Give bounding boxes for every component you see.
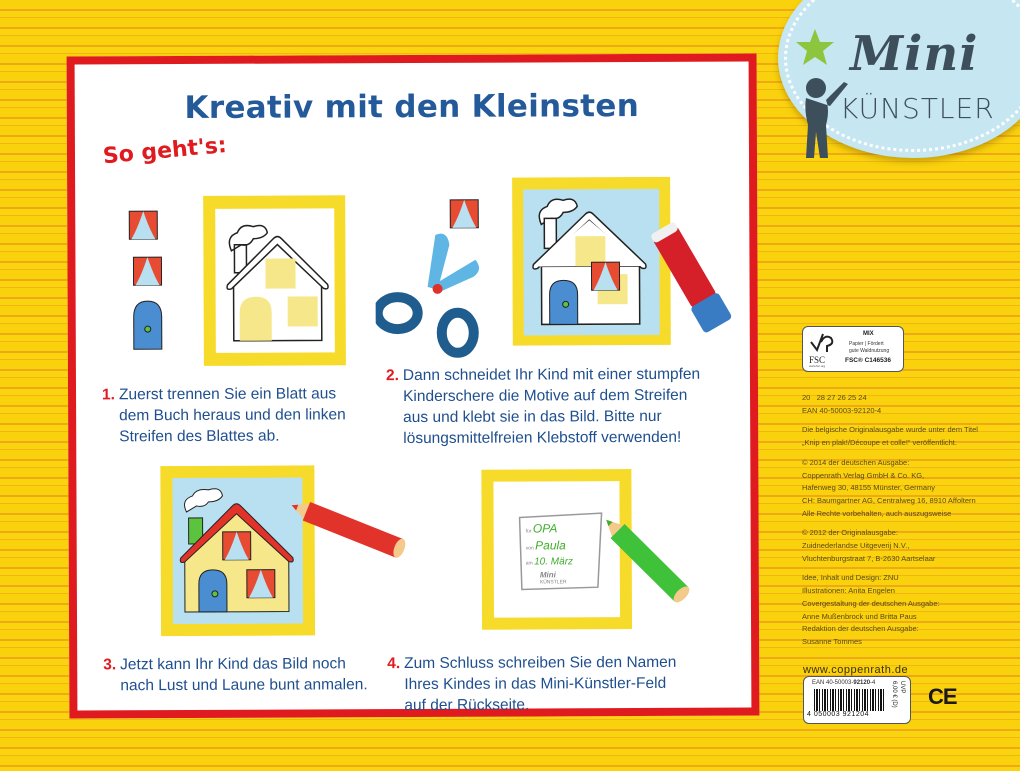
print-run: 20 28 27 26 25 24: [802, 393, 867, 402]
from-label: von: [525, 545, 534, 552]
step-line: Ihres Kindes in das Mini-Künstler-Feld: [404, 674, 667, 694]
logo-kuenstler-text: KÜNSTLER: [840, 92, 995, 125]
fsc-mix: MIX: [863, 331, 874, 337]
from-value: Paula: [535, 538, 566, 553]
for-value: OPA: [532, 521, 558, 536]
barcode-label: [803, 676, 911, 724]
fsc-tree-icon: [809, 330, 835, 356]
website-link[interactable]: www.coppenrath.de: [803, 664, 909, 676]
fsc-site: www.fsc.org: [809, 364, 826, 368]
imprint-line: Vluchtenburgstraat 7, B-2630 Aartselaar: [802, 553, 936, 563]
fsc-brand: FSC: [809, 355, 826, 365]
imprint-line: Redaktion der deutschen Ausgabe:: [802, 624, 919, 634]
step-number: 4.: [387, 655, 401, 673]
step-4-text: [387, 652, 676, 716]
imprint-line: Idee, Inhalt und Design: ZNU: [802, 573, 899, 583]
instructions-panel: [67, 53, 760, 718]
step-line: Jetzt kann Ihr Kind das Bild noch: [120, 655, 346, 674]
imprint-line: Illustrationen: Anita Engelen: [802, 586, 895, 596]
ean-text: EAN 40-50003-92120-4: [802, 405, 882, 415]
barcode-digits: 4 050003 921204: [807, 711, 869, 718]
step-line: dem Buch heraus und den linken: [119, 406, 346, 425]
step-4-illustration: [471, 465, 712, 646]
imprint-line: Susanne Tommes: [802, 636, 862, 646]
imprint-line: CH: Baumgartner AG, Centralweg 16, 8910 Affoltern: [802, 495, 976, 505]
imprint: [802, 392, 1012, 649]
step-1-illustration: [115, 188, 346, 369]
step-line: lösungsmittelfreien Klebstoff verwenden!: [403, 428, 682, 448]
fsc-label: [802, 326, 904, 372]
price: 6,00 € (D): [891, 681, 897, 708]
imprint-line: © 2014 der deutschen Ausgabe:: [802, 457, 910, 467]
uvp-label: UVP: [899, 681, 905, 694]
label-logo-kuenstler: KÜNSTLER: [539, 579, 567, 586]
ean-suffix: -4: [870, 680, 876, 686]
logo-mini-text: Mini: [850, 26, 979, 82]
scissors-icon: [377, 233, 479, 353]
step-line: Kinderschere die Motive auf dem Streifen: [403, 386, 688, 406]
fsc-line-1: Papier | Fördert: [849, 341, 884, 347]
imprint-line: Hafenweg 30, 48155 Münster, Germany: [802, 483, 935, 493]
barcode-ean: [812, 680, 875, 686]
step-line: aus und klebt sie in das Bild. Bitte nur: [403, 407, 662, 427]
step-1-text: [102, 383, 346, 447]
step-line: nach Lust und Laune bunt anmalen.: [120, 676, 368, 695]
fsc-line-2: gute Waldnutzung: [849, 348, 890, 354]
imprint-line: „Knip en plak!/Découpe et colle!“ veröffentlicht.: [802, 438, 957, 448]
step-number: 2.: [385, 367, 399, 385]
ce-mark: CE: [928, 684, 957, 709]
step-line: Zum Schluss schreiben Sie den Namen: [404, 653, 677, 673]
step-line: auf der Rückseite.: [404, 696, 530, 715]
page-title: Kreativ mit den Kleinsten: [184, 88, 640, 126]
fsc-code: FSC® C146536: [845, 357, 891, 364]
ean-prefix: EAN 40-50003-: [812, 680, 854, 686]
on-label: am: [525, 560, 533, 567]
imprint-line: Zuidnederlandse Uitgeverij N.V.,: [802, 541, 910, 551]
step-2-illustration: [375, 174, 756, 366]
step-line: Dann schneidet Ihr Kind mit einer stumpfen: [402, 365, 701, 385]
step-line: Streifen des Blattes ab.: [119, 427, 280, 446]
curtain-window-cutout-icon: [450, 200, 478, 228]
imprint-line: Die belgische Originalausgabe wurde unter dem Titel: [802, 425, 978, 435]
imprint-line: © 2012 der Originalausgabe:: [802, 528, 899, 538]
imprint-line: Alle Rechte vorbehalten, auch auszugsweise: [802, 508, 952, 518]
step-line: Zuerst trennen Sie ein Blatt aus: [118, 385, 337, 404]
imprint-line: Coppenrath Verlag GmbH & Co. KG,: [802, 470, 925, 480]
step-3-text: [103, 653, 368, 696]
section-subtitle: So geht's:: [101, 133, 228, 170]
door-cutout-icon: [134, 301, 162, 349]
curtain-window-cutout-icon: [129, 211, 161, 285]
ean-bold: 92120: [853, 680, 871, 686]
barcode-bars: [814, 689, 886, 711]
label-logo-mini: Mini: [539, 570, 556, 580]
for-label: für: [525, 528, 532, 535]
star-icon: [795, 28, 835, 66]
step-2-text: [386, 364, 701, 449]
price-box: [890, 681, 906, 719]
imprint-line: Covergestaltung der deutschen Ausgabe:: [802, 598, 940, 608]
step-3-illustration: [156, 461, 417, 642]
step-number: 1.: [101, 386, 116, 404]
on-value: 10. März: [534, 556, 574, 568]
imprint-line: Anne Mußenbrock und Britta Paus: [802, 611, 917, 621]
step-number: 3.: [103, 656, 117, 674]
label-card: [526, 521, 598, 586]
